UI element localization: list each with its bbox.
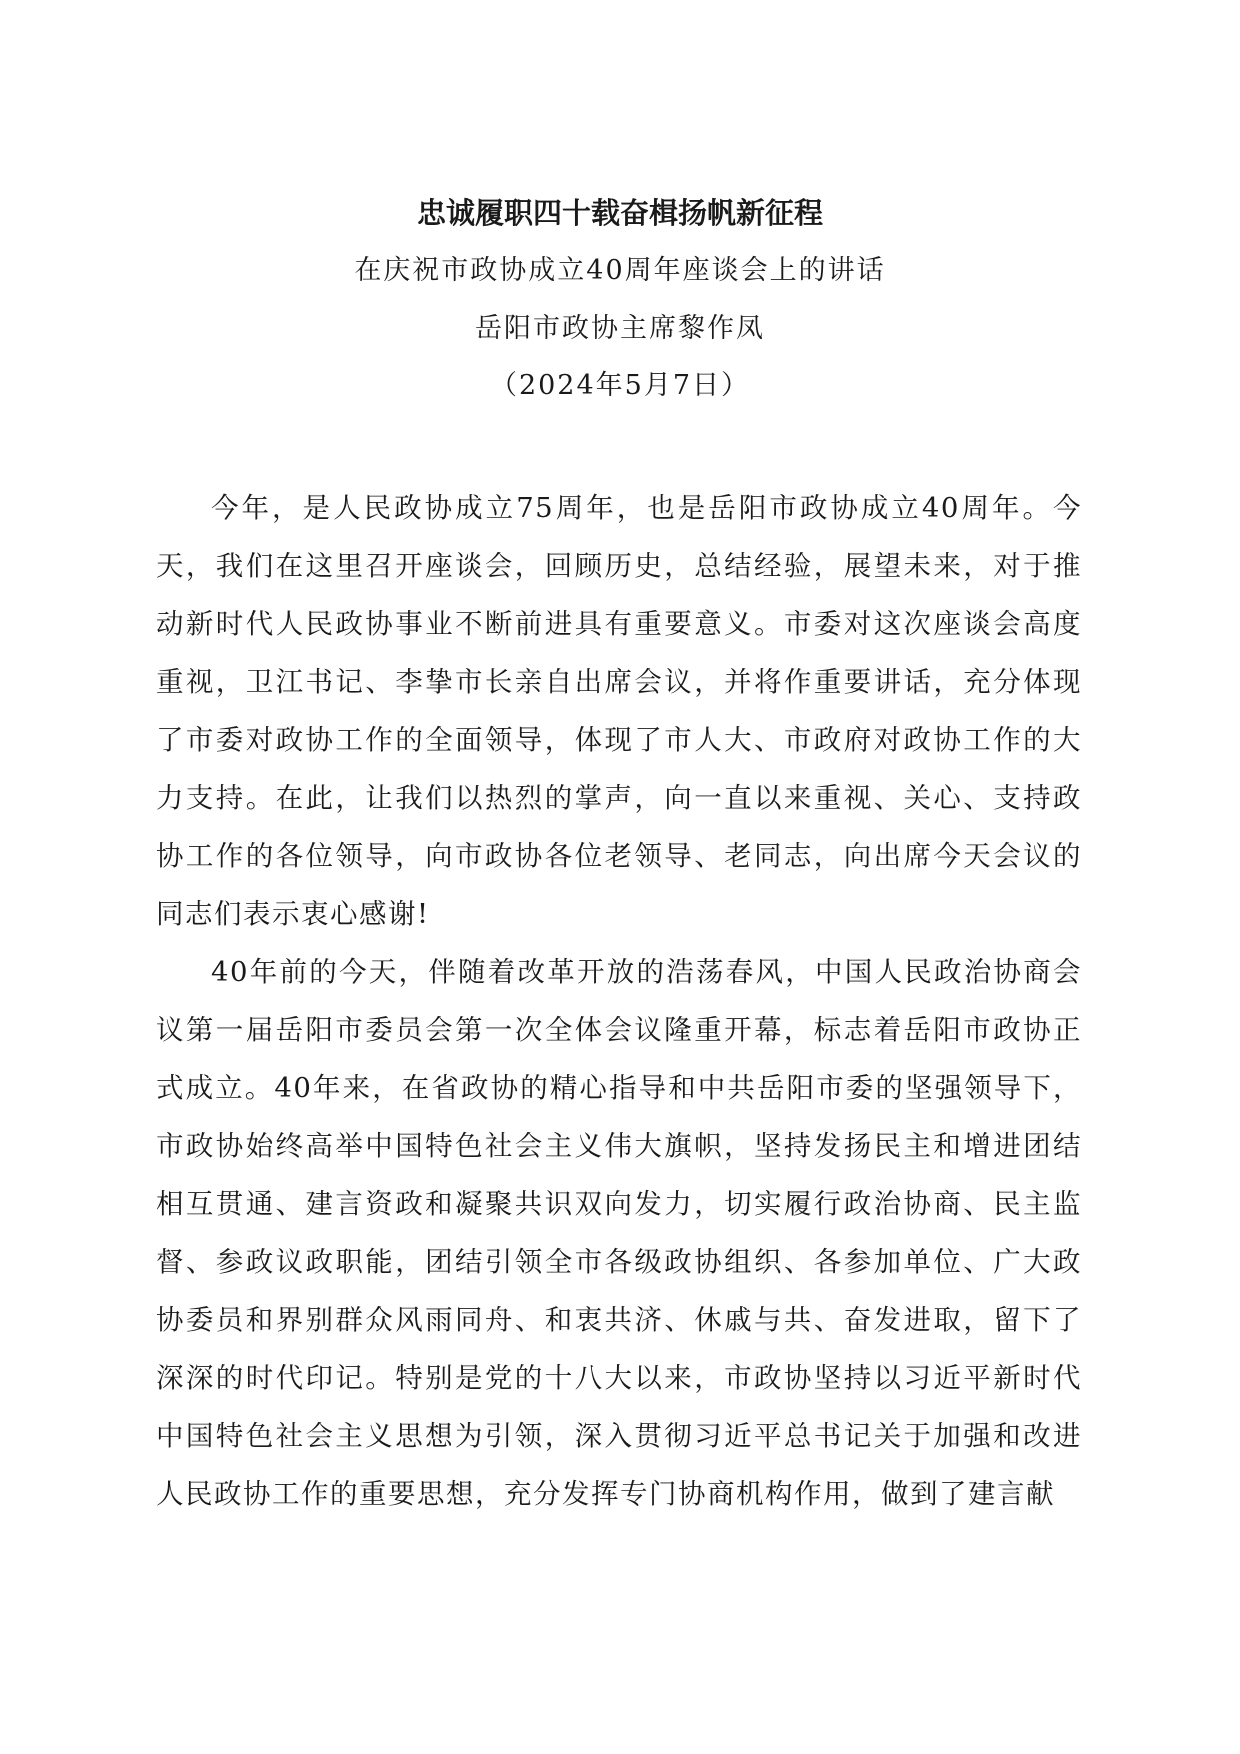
paragraph: 今年，是人民政协成立75周年，也是岳阳市政协成立40周年。今天，我们在这里召开座谈会，回顾历史，总结经验，展望未来，对于推动新时代人民政协事业不断前进具有重要意义。市委对这次座谈会高度重视，卫江书记、李挚市长亲自出席会议，并将作重要讲话，充分体现了市委对政协工作的全面领导，体现了市人大、市政府对政协工作的大力支持。在此，让我们以热烈的掌声，向一直以来重视、关心、支持政协工作的各位领导，向市政协各位老领导、老同志，向出席今天会议的同志们表示衷心感谢! — [156, 492, 1082, 930]
document-title: 忠诚履职四十载奋楫扬帆新征程 — [416, 196, 823, 230]
document-subtitle: 在庆祝市政协成立40周年座谈会上的讲话 — [354, 255, 886, 286]
document-body — [156, 479, 1082, 1523]
document-author: 岳阳市政协主席黎作凤 — [475, 313, 765, 344]
paragraph: 40年前的今天，伴随着改革开放的浩荡春风，中国人民政治协商会议第一届岳阳市委员会第一次全体会议隆重开幕，标志着岳阳市政协正式成立。40年来，在省政协的精心指导和中共岳阳市委的坚强领导下，市政协始终高举中国特色社会主义伟大旗帜，坚持发扬民主和增进团结相互贯通、建言资政和凝聚共识双向发力，切实履行政治协商、民主监督、参政议政职能，团结引领全市各级政协组织、各参加单位、广大政协委员和界别群众风雨同舟、和衷共济、休戚与共、奋发进取，留下了深深的时代印记。特别是党的十八大以来，市政协坚持以习近平新时代中国特色社会主义思想为引领，深入贯彻习近平总书记关于加强和改进人民政协工作的重要思想，充分发挥专门协商机构作用，做到了建言献 — [156, 956, 1082, 1510]
document-date: （2024年5月7日） — [489, 370, 751, 401]
